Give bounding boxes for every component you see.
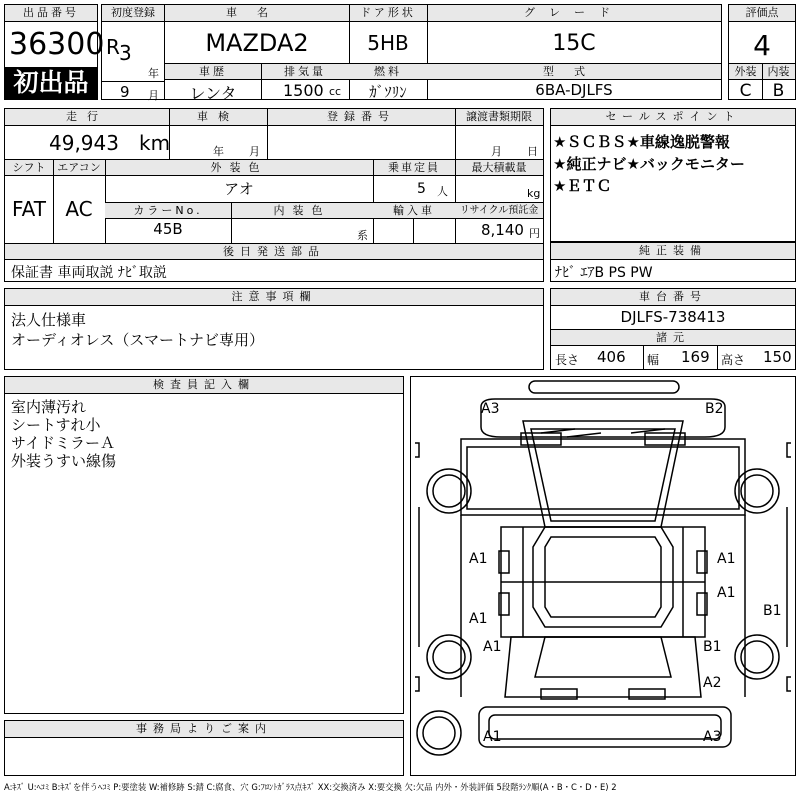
month-number: 9 [120, 83, 130, 101]
max-load-label: 最大積載量 [455, 159, 543, 176]
era: R [106, 35, 120, 59]
color-no: 45B [153, 220, 183, 238]
sales-line-2: ★純正ナビ★バックモニター [553, 155, 745, 173]
model-label: 型式 [427, 63, 721, 80]
length-label: 長さ [555, 353, 580, 367]
lot-number: 36300 [9, 27, 105, 62]
mark-mid-left-2: A1 [469, 611, 488, 627]
mark-front-right: B2 [705, 401, 724, 417]
height-label: 高さ [721, 353, 746, 367]
mileage: 49,943 [49, 131, 119, 155]
legend: A:ｷｽﾞ U:ﾍｺﾐ B:ｷｽﾞを伴うﾍｺﾐ P:要塗装 W:補修跡 S:錆 C:腐食、穴 G:ﾌﾛﾝﾄｶﾞﾗｽ点ｷｽﾞ XX:交換済み X:要交換 欠:欠品 内外・外装評価 5段階ﾗﾝｸ順(A・B・C・D・E) 2 [4, 782, 617, 792]
details-box [4, 108, 544, 282]
mark-mid-left-1: A1 [469, 551, 488, 567]
sales-line-3: ★ＥＴＣ [553, 177, 612, 195]
chassis-number: DJLFS-738413 [620, 308, 726, 326]
car-name: MAZDA2 [205, 29, 309, 57]
notes-line-1: 法人仕様車 [11, 311, 87, 329]
interior-grade: B [772, 81, 785, 101]
exterior-label: 外装 [729, 63, 762, 80]
notes-box [4, 288, 544, 370]
mark-mid-right-2: A1 [717, 585, 736, 601]
inspector-label: 検査員記入欄 [5, 377, 403, 394]
chassis-label: 車台番号 [551, 289, 795, 306]
year-unit: 年 [148, 67, 159, 80]
mark-rear-bumper-left: A1 [483, 729, 502, 745]
dims-label: 諸元 [551, 329, 795, 346]
equipment-label: 純正装備 [551, 243, 795, 260]
score: 4 [753, 29, 771, 62]
int-color-label: 内装色 [231, 202, 373, 219]
inspector-line-3: サイドミラーＡ [11, 434, 115, 452]
width-label: 幅 [647, 353, 660, 367]
inspector-line-1: 室内薄汚れ [11, 398, 87, 416]
capacity-unit: 人 [437, 185, 448, 198]
int-color-unit: 系 [357, 229, 368, 242]
year-number: 3 [119, 41, 132, 65]
capacity-label: 乗車定員 [373, 159, 455, 176]
max-load-unit: kg [527, 187, 541, 200]
displacement-unit: cc [329, 85, 342, 98]
insp-month-unit: 月 [249, 145, 260, 158]
lot-box [4, 4, 105, 100]
month-unit: 月 [148, 89, 159, 102]
grade-label: グレード [427, 5, 721, 22]
aircon-label: エアコン [53, 159, 105, 176]
inspection-label: 車検 [169, 109, 267, 126]
exterior-grade: C [739, 81, 752, 101]
damage-diagram [410, 376, 796, 776]
first-listing-badge [5, 67, 97, 99]
recycle-unit: 円 [529, 227, 540, 240]
color-no-label: カラーNo. [105, 202, 231, 219]
mark-rear-right: A2 [703, 675, 722, 691]
mark-rear-bumper-right: A3 [703, 729, 722, 745]
width: 169 [681, 348, 710, 366]
insp-year-unit: 年 [213, 145, 224, 158]
first-reg-label: 初度登録 [102, 5, 164, 22]
office-label: 事務局よりご案内 [5, 721, 403, 738]
mark-right-side: B1 [763, 603, 782, 619]
mark-front-left: A3 [481, 401, 500, 417]
aircon: AC [65, 197, 93, 221]
notes-label: 注意事項欄 [5, 289, 543, 306]
transfer-label: 譲渡書類期限 [455, 109, 543, 126]
shift-label: シフト [5, 159, 53, 176]
first-registration-box [101, 4, 165, 100]
recycle: 8,140 [481, 221, 524, 239]
import-label: 輸入車 [373, 202, 455, 219]
recycle-label: リサイクル預託金 [455, 202, 543, 219]
equipment-box [550, 242, 796, 282]
office-box [4, 720, 404, 776]
shift: FAT [11, 197, 46, 221]
interior-label: 内装 [762, 63, 795, 80]
score-box [728, 4, 796, 100]
sales-line-1: ★ＳＣＢＳ★車線逸脱警報 [553, 133, 730, 151]
inspector-box [4, 376, 404, 714]
height: 150 [763, 348, 792, 366]
history: レンタ [189, 84, 237, 103]
inspector-line-2: シートすれ小 [11, 416, 101, 434]
fuel-label: 燃料 [349, 63, 427, 80]
inspector-line-4: 外装うすい線傷 [11, 452, 117, 470]
transfer-day-unit: 日 [527, 145, 538, 158]
car-outline [411, 377, 795, 775]
door-type: 5HB [367, 31, 409, 55]
fuel: ｶﾞｿﾘﾝ [369, 83, 407, 101]
vehicle-info-box [164, 4, 722, 103]
displacement: 1500 [283, 81, 324, 100]
score-label: 評価点 [729, 5, 795, 22]
equipment-value: ﾅﾋﾞ ｴｱB PS PW [555, 265, 653, 281]
notes-line-2: オーディオレス（スマートナビ専用） [11, 331, 265, 349]
sales-label: セールスポイント [551, 109, 795, 126]
mark-left-wheel: A1 [483, 639, 502, 655]
reg-no-label: 登録番号 [267, 109, 455, 126]
first-listing-text: 初出品 [13, 68, 89, 97]
transfer-month-unit: 月 [491, 145, 502, 158]
model: 6BA-DJLFS [535, 81, 613, 99]
car-name-label: 車名 [165, 5, 349, 22]
mark-right-wheel: B1 [703, 639, 722, 655]
displacement-label: 排気量 [261, 63, 349, 80]
mileage-label: 走行 [5, 109, 169, 126]
later-parts-label: 後日発送部品 [5, 243, 543, 260]
later-parts: 保証書 車両取説 ﾅﾋﾞ取説 [11, 265, 167, 281]
chassis-box [550, 288, 796, 370]
door-label: ドア形状 [349, 5, 427, 22]
ext-color-label: 外装色 [105, 159, 373, 176]
mark-mid-right-1: A1 [717, 551, 736, 567]
grade: 15C [552, 31, 596, 56]
lot-label: 出品番号 [5, 5, 97, 22]
capacity: 5 [417, 181, 426, 197]
mileage-unit: km [139, 131, 171, 155]
length: 406 [597, 348, 626, 366]
history-label: 車歴 [165, 63, 261, 80]
sales-points-box [550, 108, 796, 242]
ext-color: アオ [224, 180, 254, 198]
